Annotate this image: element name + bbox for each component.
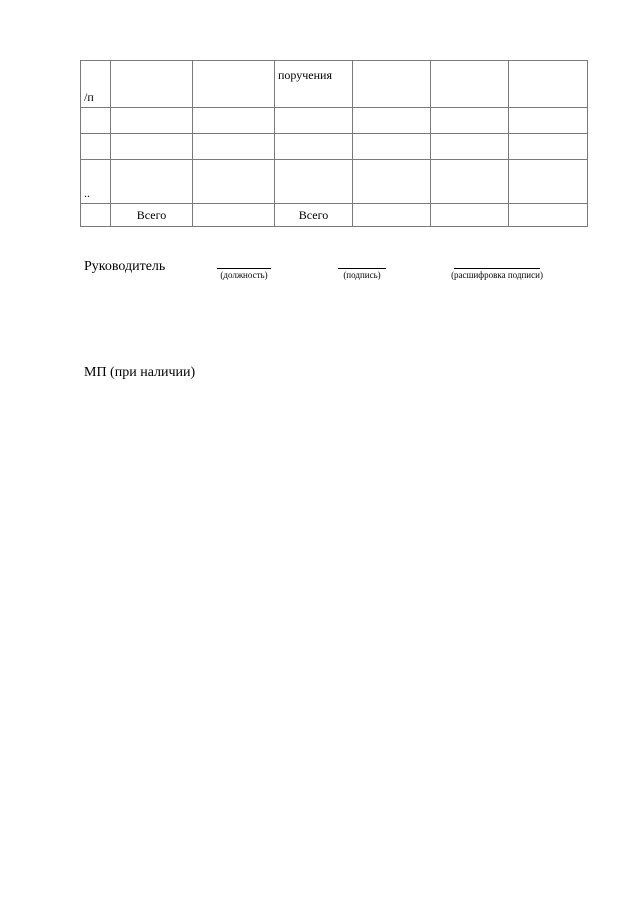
table-cell bbox=[275, 134, 353, 160]
position-field bbox=[214, 258, 274, 281]
transcript-field bbox=[438, 258, 556, 281]
table-cell bbox=[353, 61, 431, 108]
table-cell bbox=[193, 134, 275, 160]
signature-caption: (подпись) bbox=[343, 270, 381, 280]
table-cell-total-label: Всего bbox=[111, 204, 193, 227]
table-cell: .. bbox=[81, 160, 111, 204]
table-row bbox=[81, 160, 588, 204]
table-cell bbox=[431, 160, 509, 204]
transcript-line bbox=[454, 258, 540, 269]
table-cell bbox=[431, 134, 509, 160]
transcript-caption: (расшифровка подписи) bbox=[451, 270, 543, 280]
table-cell bbox=[111, 61, 193, 108]
table-cell bbox=[509, 204, 588, 227]
table-cell: /п bbox=[81, 61, 111, 108]
table-cell bbox=[111, 108, 193, 134]
table-cell bbox=[509, 61, 588, 108]
position-line bbox=[217, 258, 271, 269]
table-cell bbox=[111, 160, 193, 204]
table-header-row bbox=[81, 61, 588, 108]
position-caption: (должность) bbox=[220, 270, 268, 280]
table-cell bbox=[509, 160, 588, 204]
table-cell bbox=[81, 134, 111, 160]
table-cell bbox=[275, 108, 353, 134]
table-cell bbox=[81, 204, 111, 227]
head-label: Руководитель bbox=[84, 259, 166, 274]
table-cell bbox=[431, 204, 509, 227]
signature-field bbox=[334, 258, 390, 281]
table-cell bbox=[193, 61, 275, 108]
table-cell bbox=[193, 204, 275, 227]
table-cell bbox=[193, 160, 275, 204]
table-cell: поручения bbox=[275, 61, 353, 108]
table-cell bbox=[353, 108, 431, 134]
table-cell bbox=[111, 134, 193, 160]
table-cell bbox=[81, 108, 111, 134]
table-cell bbox=[431, 61, 509, 108]
report-table bbox=[80, 60, 588, 227]
table-cell bbox=[353, 160, 431, 204]
table-cell bbox=[275, 160, 353, 204]
table-total-row bbox=[81, 204, 588, 227]
signature-line bbox=[338, 258, 386, 269]
table-row bbox=[81, 134, 588, 160]
seal-label: МП (при наличии) bbox=[84, 365, 196, 380]
table-cell bbox=[509, 108, 588, 134]
table-cell bbox=[193, 108, 275, 134]
table-cell bbox=[353, 204, 431, 227]
table-cell bbox=[431, 108, 509, 134]
table-row bbox=[81, 108, 588, 134]
table-cell bbox=[353, 134, 431, 160]
table-cell-total-label: Всего bbox=[275, 204, 353, 227]
table-cell bbox=[509, 134, 588, 160]
